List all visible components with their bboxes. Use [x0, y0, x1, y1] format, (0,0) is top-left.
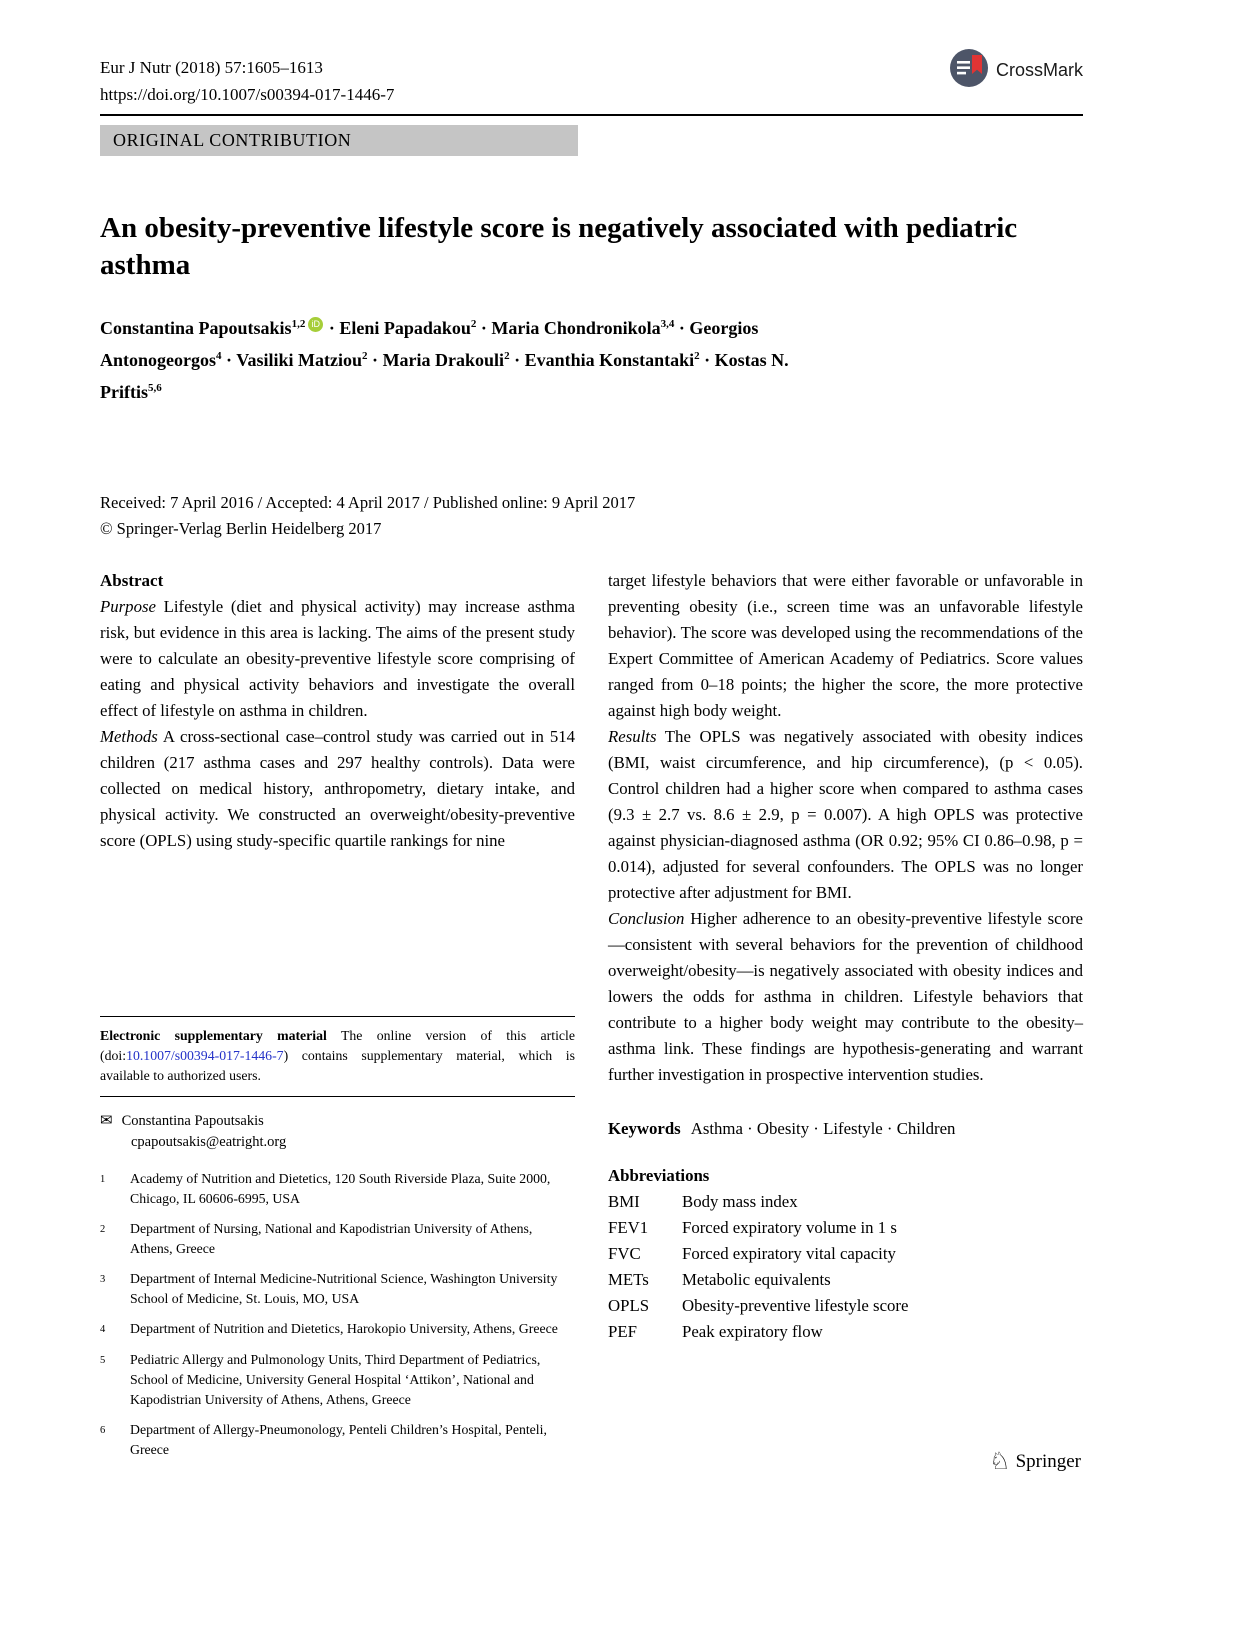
affiliation-text: Department of Allergy-Pneumonology, Penteli Children’s Hospital, Penteli, Greece	[130, 1422, 547, 1457]
abbreviation-term: BMI	[608, 1192, 640, 1211]
results-text: The OPLS was negatively associated with obesity indices (BMI, waist circumference, and hip circumference), (p < 0.05). Control children had a higher score when compared to asthma cases (9.3 ± 2.7 vs. 8.6 ± 2.9, p = 0.007). A high OPLS was protective against physician-diagnosed asthma (OR 0.92; 95% CI 0.86–0.98, p = 0.014), adjusted for several confounders. The OPLS was no longer protective after adjustment for BMI.	[608, 727, 1083, 902]
esm-text-after: ) contains supplementary material, which is available to authorized users.	[100, 1048, 575, 1083]
abbreviation-term: PEF	[608, 1322, 637, 1341]
author-name: Evanthia Konstantaki$^2$	[524, 350, 700, 370]
abstract-conclusion	[608, 906, 1083, 1088]
affiliation-number: 3	[100, 1274, 106, 1285]
abbreviation-row	[608, 1215, 1083, 1241]
affiliation-item	[100, 1319, 575, 1340]
author-name: Maria Chondronikola$^{3,4}$	[491, 318, 675, 338]
right-column	[608, 568, 1083, 1460]
author-name: Vasiliki Matziou$^2$	[236, 350, 368, 370]
crossmark-label: CrossMark	[995, 60, 1083, 80]
affiliation-number: 4	[100, 1324, 106, 1335]
orcid-icon[interactable]: iD	[308, 317, 323, 332]
article-type-label: ORIGINAL CONTRIBUTION	[113, 130, 352, 150]
abbreviation-definition: Obesity-preventive lifestyle score	[682, 1296, 909, 1315]
affiliations-list	[100, 1169, 575, 1460]
abstract-results	[608, 724, 1083, 906]
footnote-divider-top	[100, 1016, 575, 1017]
corresponding-author-email: cpapoutsakis@eatright.org	[131, 1134, 287, 1150]
author-name: Eleni Papadakou$^2$	[339, 318, 477, 338]
abbreviation-term: FVC	[608, 1244, 641, 1263]
conclusion-label: Conclusion	[608, 909, 685, 928]
footnote-divider-bottom	[100, 1096, 575, 1097]
abbreviation-term: METs	[608, 1270, 649, 1289]
abbreviation-row	[608, 1241, 1083, 1267]
purpose-label: Purpose	[100, 597, 156, 616]
corresponding-author-name: Constantina Papoutsakis	[121, 1113, 264, 1129]
abstract-heading: Abstract	[100, 571, 164, 590]
author-name: Constantina Papoutsakis$^{1,2}$	[100, 318, 306, 338]
author-separator: ·	[509, 350, 525, 370]
author-name: Georgios Antonogeorgos$^4$	[100, 318, 759, 370]
affiliation-number: 2	[100, 1224, 106, 1235]
article-type-banner	[100, 125, 578, 156]
abstract-methods	[100, 724, 575, 854]
affiliation-number: 5	[100, 1355, 106, 1366]
author-separator: ·	[476, 318, 492, 338]
abbreviation-definition: Peak expiratory flow	[682, 1322, 823, 1341]
affiliation-number: 6	[100, 1425, 106, 1436]
author-separator: ·	[324, 318, 340, 338]
esm-label: Electronic supplementary material	[100, 1028, 327, 1043]
springer-logo	[989, 1450, 1081, 1474]
article-title: An obesity-preventive lifestyle score is negatively associated with pediatric asthma	[100, 212, 1018, 281]
corresponding-author-line	[100, 1111, 575, 1132]
journal-citation: Eur J Nutr (2018) 57:1605–1613	[100, 58, 323, 77]
two-column-body	[100, 568, 1083, 1460]
authors-line	[100, 310, 795, 406]
author-name: Maria Drakouli$^2$	[382, 350, 510, 370]
keywords-line	[608, 1116, 1083, 1142]
abbreviation-definition: Metabolic equivalents	[682, 1270, 831, 1289]
abbreviation-row	[608, 1319, 1083, 1345]
springer-label: Springer	[1015, 1451, 1081, 1472]
article-history	[100, 490, 1083, 542]
abbreviation-term: FEV1	[608, 1218, 649, 1237]
springer-horse-icon: ♘	[989, 1449, 1011, 1475]
page-header	[100, 54, 1083, 108]
header-divider	[100, 114, 1083, 116]
abbreviations-list	[608, 1189, 1083, 1345]
conclusion-text: Higher adherence to an obesity-preventive lifestyle score—consistent with several behaviors for the prevention of childhood overweight/obesity—is negatively associated with obesity indices and lowers the odds for asthma in children. Lifestyle behaviors that contribute to a higher body weight may contribute to the obesity–asthma link. These findings are hypothesis-generating and warrant further investigation in prospective intervention studies.	[608, 909, 1084, 1084]
affiliation-item	[100, 1420, 575, 1460]
affiliation-text: Department of Internal Medicine-Nutritional Science, Washington University School of Medicine, St. Louis, MO, USA	[130, 1271, 558, 1306]
affiliation-text: Academy of Nutrition and Dietetics, 120 South Riverside Plaza, Suite 2000, Chicago, IL 60606-6995, USA	[130, 1171, 551, 1206]
abbreviation-row	[608, 1293, 1083, 1319]
esm-doi-link[interactable]: 10.1007/s00394-017-1446-7	[126, 1048, 284, 1063]
esm-text-before: The online version of this article (doi:	[100, 1028, 575, 1063]
affiliation-item	[100, 1269, 575, 1309]
affiliation-item	[100, 1350, 575, 1410]
abbreviation-definition: Forced expiratory vital capacity	[682, 1244, 896, 1263]
copyright-line: © Springer-Verlag Berlin Heidelberg 2017	[100, 519, 382, 538]
author-name: Kostas N. Priftis$^{5,6}$	[100, 350, 789, 402]
correspondence-block	[100, 1111, 575, 1153]
abbreviation-definition: Forced expiratory volume in 1 s	[682, 1218, 897, 1237]
affiliation-text: Pediatric Allergy and Pulmonology Units, Third Department of Pediatrics, School of Medicine, University General Hospital ‘Attikon’, National and Kapodistrian University of Athens, Athens, Greece	[130, 1352, 541, 1407]
author-separator: ·	[699, 350, 715, 370]
purpose-text: Lifestyle (diet and physical activity) may increase asthma risk, but evidence in this area is lacking. The aims of the present study were to calculate an obesity-preventive lifestyle score comprising of eating and physical activity behaviors and investigate the overall effect of lifestyle on asthma in children.	[100, 597, 575, 720]
keywords-text: Asthma · Obesity · Lifestyle · Children	[690, 1119, 956, 1138]
affiliation-item	[100, 1169, 575, 1209]
methods-label: Methods	[100, 727, 158, 746]
doi-text: https://doi.org/10.1007/s00394-017-1446-7	[100, 85, 395, 104]
author-separator: ·	[674, 318, 690, 338]
author-separator: ·	[221, 350, 237, 370]
supplementary-material-note	[100, 1026, 575, 1086]
abbreviation-definition: Body mass index	[682, 1192, 798, 1211]
methods-text: A cross-sectional case–control study was carried out in 514 children (217 asthma cases and 297 healthy controls). Data were collected on medical history, anthropometry, dietary intake, and physical activity. We constructed an overweight/obesity-preventive score (OPLS) using study-specific quartile rankings for nine	[100, 727, 575, 850]
affiliation-number: 1	[100, 1174, 106, 1185]
crossmark-icon	[949, 48, 989, 93]
journal-info	[100, 54, 394, 108]
envelope-icon: ✉	[100, 1113, 113, 1129]
abbreviations-heading: Abbreviations	[608, 1166, 710, 1185]
affiliation-text: Department of Nutrition and Dietetics, Harokopio University, Athens, Greece	[130, 1321, 558, 1336]
received-accepted-line: Received: 7 April 2016 / Accepted: 4 April 2017 / Published online: 9 April 2017	[100, 493, 636, 512]
affiliation-item	[100, 1219, 575, 1259]
keywords-label: Keywords	[608, 1119, 681, 1138]
abbreviation-row	[608, 1189, 1083, 1215]
affiliation-text: Department of Nursing, National and Kapodistrian University of Athens, Athens, Greece	[130, 1221, 533, 1256]
left-column	[100, 568, 575, 1460]
abstract-methods-continuation: target lifestyle behaviors that were either favorable or unfavorable in preventing obesity (i.e., screen time was an unfavorable lifestyle behavior). The score was developed using the recommendations of the Expert Committee of American Academy of Pediatrics. Score values ranged from 0–18 points; the higher the score, the more protective against high body weight.	[608, 571, 1083, 720]
abbreviation-term: OPLS	[608, 1296, 650, 1315]
abbreviation-row	[608, 1267, 1083, 1293]
results-label: Results	[608, 727, 657, 746]
footnotes-block	[100, 1016, 575, 1460]
author-separator: ·	[367, 350, 383, 370]
abstract-purpose	[100, 594, 575, 724]
crossmark-badge[interactable]	[949, 48, 1083, 93]
